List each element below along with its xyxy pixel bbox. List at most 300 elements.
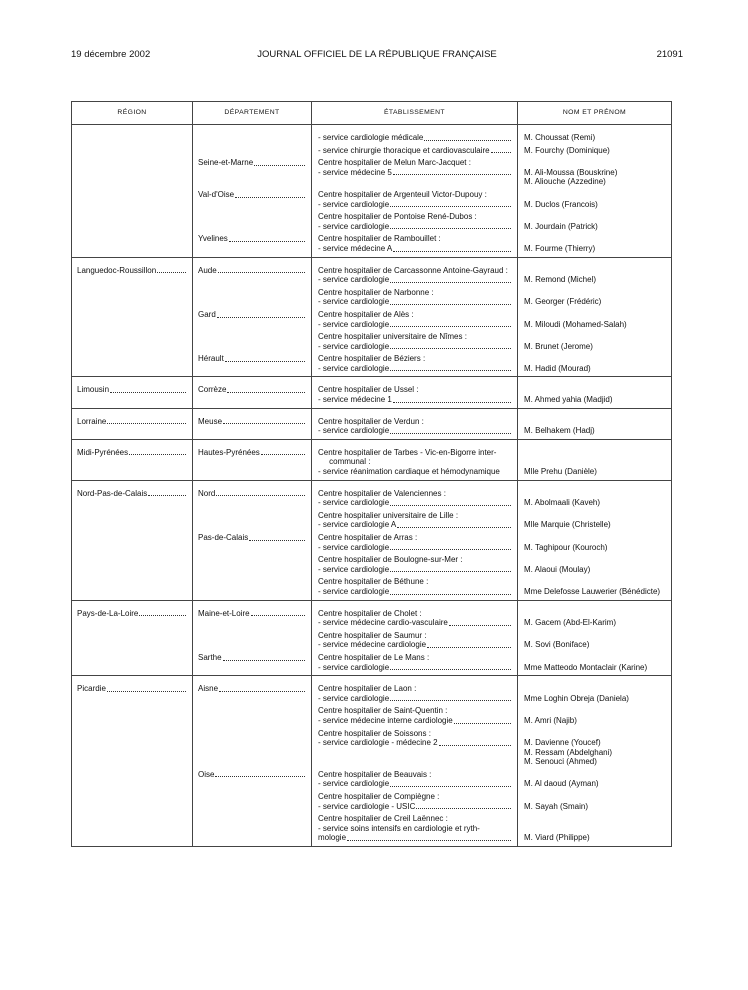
person-name (524, 631, 666, 641)
etablissement-line (318, 133, 512, 143)
etablissement-line: Centre hospitalier de Alès : (318, 309, 414, 319)
dot-leader (218, 266, 305, 274)
departement-name-text: Sarthe (198, 652, 222, 662)
departement-name (198, 533, 306, 543)
table-row (72, 770, 672, 792)
departement-name (198, 354, 306, 364)
cell-departement (193, 212, 312, 234)
cell-departement (193, 439, 312, 480)
person-name: M. Georger (Frédéric) (524, 297, 602, 307)
cell-nom-prenom (518, 125, 672, 146)
column-header-etablissement: ÉTABLISSEMENT (312, 102, 518, 125)
cell-etablissement (312, 439, 518, 480)
etablissement-line: Centre hospitalier de Melun Marc-Jacquet : (318, 158, 471, 168)
person-name: M. Ahmed yahia (Madjid) (524, 395, 613, 405)
etablissement-line (318, 275, 512, 285)
table-header-row (72, 102, 672, 125)
etablissement-line-text: - service cardiologie (318, 426, 390, 436)
table-row (72, 706, 672, 728)
cell-nom-prenom (518, 377, 672, 408)
etablissement-line-text: - service cardiologie (318, 199, 390, 209)
cell-nom-prenom (518, 676, 672, 707)
region-name-text: Lorraine (77, 416, 107, 426)
person-name (524, 792, 666, 802)
cell-etablissement (312, 480, 518, 511)
cell-departement (193, 555, 312, 577)
cell-etablissement (312, 814, 518, 846)
cell-region (72, 706, 193, 728)
cell-region (72, 212, 193, 234)
dot-leader (223, 653, 305, 661)
column-header-departement: DÉPARTEMENT (193, 102, 312, 125)
table-row (72, 600, 672, 631)
dot-leader (251, 609, 305, 617)
etablissement-line: Centre hospitalier universitaire de Lille : (318, 510, 459, 520)
cell-region (72, 234, 193, 257)
etablissement-line: Centre hospitalier de Argenteuil Victor-Dupouy : (318, 189, 487, 199)
cell-nom-prenom (518, 257, 672, 288)
cell-region (72, 600, 193, 631)
dot-leader (393, 395, 511, 403)
etablissement-line: Centre hospitalier de Beauvais : (318, 769, 432, 779)
person-name: M. Taghipour (Kouroch) (524, 542, 608, 552)
table-row (72, 377, 672, 408)
person-name: Mlle Prehu (Danièle) (524, 467, 597, 477)
etablissement-line (318, 618, 512, 628)
departement-name (198, 417, 306, 427)
cell-region (72, 332, 193, 354)
person-name: M. Brunet (Jerome) (524, 341, 593, 351)
person-name: Mme Delefosse Lauwerier (Bénédicte) (524, 586, 661, 596)
cell-nom-prenom (518, 190, 672, 212)
cell-nom-prenom (518, 288, 672, 310)
etablissement-line (318, 320, 512, 330)
etablissement-line-text: - service cardiologie (318, 275, 390, 285)
appointments-table (71, 101, 672, 847)
departement-name (198, 158, 306, 168)
etablissement-line: Centre hospitalier de Soissons : (318, 728, 431, 738)
person-name: M. Viard (Philippe) (524, 833, 590, 843)
region-name-text: Pays-de-La-Loire (77, 608, 139, 618)
etablissement-line-text: - service cardiologie - USIC (318, 801, 416, 811)
cell-nom-prenom (518, 729, 672, 770)
cell-region (72, 158, 193, 190)
cell-region (72, 770, 193, 792)
cell-nom-prenom (518, 653, 672, 676)
cell-region (72, 814, 193, 846)
cell-etablissement (312, 257, 518, 288)
dot-leader (427, 640, 511, 648)
person-name (524, 577, 666, 587)
cell-nom-prenom (518, 332, 672, 354)
journal-title: JOURNAL OFFICIEL DE LA RÉPUBLIQUE FRANÇAISE (257, 49, 497, 60)
cell-nom-prenom (518, 631, 672, 653)
etablissement-line (318, 146, 512, 156)
etablissement-line (318, 200, 512, 210)
etablissement-line: Centre hospitalier de Carcassonne Antoine-Gayraud : (318, 265, 508, 275)
cell-etablissement (312, 729, 518, 770)
etablissement-line (318, 565, 512, 575)
person-name (524, 190, 666, 200)
cell-region (72, 439, 193, 480)
dot-leader (390, 565, 511, 573)
person-name (524, 417, 666, 427)
cell-etablissement (312, 125, 518, 146)
cell-departement (193, 814, 312, 846)
dot-leader (227, 385, 305, 393)
table-row (72, 729, 672, 770)
cell-departement (193, 354, 312, 377)
dot-leader (390, 364, 511, 372)
cell-departement (193, 125, 312, 146)
table-row (72, 190, 672, 212)
cell-nom-prenom (518, 533, 672, 555)
cell-nom-prenom (518, 146, 672, 159)
person-name (524, 511, 666, 521)
dot-leader (424, 133, 511, 141)
person-name: M. Fourme (Thierry) (524, 243, 596, 253)
region-name-text: Limousin (77, 385, 110, 395)
dot-leader (219, 684, 305, 692)
person-name (524, 609, 666, 619)
person-name: M. Ali-Moussa (Bouskrine) (524, 167, 618, 177)
table-row (72, 125, 672, 146)
etablissement-line (318, 426, 512, 436)
departement-name (198, 609, 306, 619)
etablissement-line: Centre hospitalier de Boulogne-sur-Mer : (318, 555, 463, 565)
table-row (72, 577, 672, 600)
cell-etablissement (312, 190, 518, 212)
region-name-text: Midi-Pyrénées (77, 447, 129, 457)
etablissement-line-text: - service cardiologie (318, 341, 390, 351)
departement-name-text: Corrèze (198, 385, 227, 395)
column-header-nom-prenom: NOM ET PRÉNOM (518, 102, 672, 125)
table-row (72, 146, 672, 159)
etablissement-line: Centre hospitalier de Cholet : (318, 608, 422, 618)
departement-name (198, 190, 306, 200)
cell-etablissement (312, 676, 518, 707)
dot-leader (390, 275, 511, 283)
etablissement-line: Centre hospitalier de Le Mans : (318, 652, 430, 662)
etablissement-line-text: - service médecine A (318, 243, 393, 253)
cell-etablissement (312, 234, 518, 257)
person-name (524, 653, 666, 663)
dot-leader (215, 770, 305, 778)
table-row (72, 555, 672, 577)
person-name: M. Choussat (Remi) (524, 133, 596, 142)
etablissement-line-text: - service cardiologie - médecine 2 (318, 738, 438, 748)
person-name (524, 385, 666, 395)
etablissement-line: Centre hospitalier de Creil Laënnec : (318, 814, 448, 824)
region-name (77, 684, 187, 694)
etablissement-line (318, 738, 512, 748)
table-body (72, 125, 672, 847)
table-row (72, 354, 672, 377)
table-row (72, 631, 672, 653)
etablissement-line (318, 520, 512, 530)
cell-departement (193, 676, 312, 707)
cell-etablissement (312, 408, 518, 439)
person-name (524, 212, 666, 222)
dot-leader (390, 694, 511, 702)
departement-name-text: Val-d'Oise (198, 189, 235, 199)
cell-departement (193, 146, 312, 159)
dot-leader (390, 426, 511, 434)
dot-leader (216, 489, 305, 497)
departement-name (198, 653, 306, 663)
departement-name-text: Hérault (198, 354, 224, 364)
departement-name-text: Oise (198, 769, 215, 779)
etablissement-line (318, 694, 512, 704)
etablissement-line-text: - service cardiologie (318, 693, 390, 703)
column-header-region: RÉGION (72, 102, 193, 125)
dot-leader (217, 310, 305, 318)
person-name: M. Ressam (Abdelghani) (524, 747, 613, 757)
departement-name-text: Maine-et-Loire (198, 608, 250, 618)
region-name (77, 489, 187, 499)
dot-leader (390, 779, 511, 787)
person-name (524, 457, 666, 467)
cell-departement (193, 190, 312, 212)
table-row (72, 257, 672, 288)
person-name (524, 310, 666, 320)
person-name (524, 332, 666, 342)
dot-leader (397, 520, 511, 528)
cell-departement (193, 332, 312, 354)
etablissement-line-text: - service cardiologie (318, 662, 390, 672)
etablissement-line (318, 779, 512, 789)
etablissement-line-text: - service médecine 5 (318, 167, 392, 177)
cell-nom-prenom (518, 234, 672, 257)
table-row (72, 288, 672, 310)
person-name: M. Davienne (Youcef) (524, 738, 601, 748)
etablissement-line-text: - service cardiologie médicale (318, 133, 424, 142)
departement-name-text: Yvelines (198, 234, 228, 244)
cell-region (72, 511, 193, 533)
cell-nom-prenom (518, 408, 672, 439)
person-name (524, 266, 666, 276)
cell-nom-prenom (518, 706, 672, 728)
dot-leader (107, 417, 186, 425)
etablissement-line-text: - service cardiologie (318, 779, 390, 789)
etablissement-line (318, 364, 512, 374)
cell-region (72, 377, 193, 408)
dot-leader (390, 297, 511, 305)
dot-leader (393, 244, 511, 252)
cell-region (72, 631, 193, 653)
dot-leader (235, 190, 305, 198)
dot-leader (390, 543, 511, 551)
etablissement-line (318, 802, 512, 812)
departement-name-text: Meuse (198, 416, 223, 426)
dot-leader (148, 489, 186, 497)
cell-nom-prenom (518, 158, 672, 190)
person-name: M. Al daoud (Ayman) (524, 779, 599, 789)
etablissement-line: Centre hospitalier de Rambouillet : (318, 234, 441, 244)
cell-etablissement (312, 146, 518, 159)
cell-nom-prenom (518, 792, 672, 814)
cell-region (72, 792, 193, 814)
departement-name (198, 310, 306, 320)
table-row (72, 676, 672, 707)
dot-leader (390, 200, 511, 208)
departement-name-text: Hautes-Pyrénées (198, 447, 260, 457)
etablissement-line (318, 833, 512, 843)
region-name (77, 385, 187, 395)
etablissement-line (318, 663, 512, 673)
etablissement-line: Centre hospitalier de Saumur : (318, 630, 427, 640)
table-row (72, 653, 672, 676)
etablissement-line-text: - service cardiologie (318, 297, 390, 307)
person-name: Mlle Marquie (Christelle) (524, 520, 611, 530)
etablissement-line: Centre hospitalier de Compiègne : (318, 792, 440, 802)
person-name: M. Senouci (Ahmed) (524, 757, 597, 767)
cell-region (72, 354, 193, 377)
cell-region (72, 653, 193, 676)
region-name (77, 609, 187, 619)
person-name (524, 448, 666, 458)
etablissement-line (318, 498, 512, 508)
etablissement-line-text: - service cardiologie A (318, 520, 397, 530)
cell-departement (193, 480, 312, 511)
dot-leader (390, 498, 511, 506)
cell-region (72, 146, 193, 159)
cell-departement (193, 600, 312, 631)
person-name (524, 158, 666, 168)
table-row (72, 814, 672, 846)
dot-leader (390, 663, 511, 671)
cell-etablissement (312, 332, 518, 354)
dot-leader (229, 234, 305, 242)
region-name (77, 417, 187, 427)
cell-etablissement (312, 706, 518, 728)
person-name: M. Sovi (Boniface) (524, 640, 590, 650)
table-row (72, 212, 672, 234)
person-name: M. Amri (Najib) (524, 715, 577, 725)
cell-etablissement (312, 158, 518, 190)
etablissement-line-text: mologie (318, 833, 347, 843)
etablissement-line (318, 395, 512, 405)
dot-leader (416, 802, 511, 810)
etablissement-line: Centre hospitalier de Saint-Quentin : (318, 706, 448, 716)
departement-name (198, 385, 306, 395)
dot-leader (390, 320, 511, 328)
person-name (524, 354, 666, 364)
etablissement-line-text: - service chirurgie thoracique et cardiovasculaire (318, 145, 490, 155)
cell-departement (193, 653, 312, 676)
dot-leader (491, 146, 511, 154)
cell-nom-prenom (518, 577, 672, 600)
etablissement-line: Centre hospitalier de Valenciennes : (318, 488, 446, 498)
cell-departement (193, 706, 312, 728)
person-name (524, 729, 666, 739)
departement-name (198, 684, 306, 694)
cell-region (72, 190, 193, 212)
table-row (72, 439, 672, 480)
cell-region (72, 676, 193, 707)
dot-leader (390, 587, 511, 595)
cell-region (72, 480, 193, 511)
etablissement-line (318, 716, 512, 726)
dot-leader (347, 833, 511, 841)
cell-nom-prenom (518, 480, 672, 511)
etablissement-line (318, 297, 512, 307)
person-name: M. Sayah (Smain) (524, 801, 589, 811)
departement-name (198, 489, 306, 499)
departement-name-text: Seine-et-Marne (198, 158, 254, 168)
person-name (524, 234, 666, 244)
dot-leader (449, 618, 511, 626)
cell-region (72, 310, 193, 332)
etablissement-line: Centre hospitalier de Pontoise René-Dubos : (318, 212, 477, 222)
dot-leader (439, 738, 511, 746)
cell-nom-prenom (518, 354, 672, 377)
person-name: M. Belhakem (Hadj) (524, 426, 595, 436)
cell-departement (193, 158, 312, 190)
cell-etablissement (312, 577, 518, 600)
dot-leader (249, 533, 305, 541)
cell-etablissement (312, 377, 518, 408)
departement-name-text: Aisne (198, 684, 219, 694)
departement-name-text: Aude (198, 265, 217, 275)
cell-nom-prenom (518, 770, 672, 792)
etablissement-line (318, 168, 512, 178)
issue-date: 19 décembre 2002 (71, 49, 151, 60)
page-number: 21091 (656, 49, 683, 60)
person-name (524, 684, 666, 694)
person-name (524, 770, 666, 780)
person-name: M. Abolmaali (Kaveh) (524, 498, 601, 508)
etablissement-line-text: - service médecine 1 (318, 395, 392, 405)
etablissement-line: Centre hospitalier de Ussel : (318, 385, 419, 395)
etablissement-line: communal : (318, 457, 371, 467)
cell-etablissement (312, 653, 518, 676)
region-name (77, 266, 187, 276)
person-name: M. Remond (Michel) (524, 275, 597, 285)
cell-region (72, 125, 193, 146)
cell-departement (193, 288, 312, 310)
departement-name-text: Pas-de-Calais (198, 533, 249, 542)
etablissement-line (318, 640, 512, 650)
etablissement-line: Centre hospitalier de Verdun : (318, 416, 424, 426)
dot-leader (390, 342, 511, 350)
person-name: Mme Matteodo Montaclair (Karine) (524, 662, 648, 672)
dot-leader (157, 266, 186, 274)
etablissement-line-text: - service cardiologie (318, 542, 390, 552)
departement-name (198, 448, 306, 458)
cell-etablissement (312, 288, 518, 310)
person-name (524, 706, 666, 716)
person-name (524, 489, 666, 499)
etablissement-line: Centre hospitalier de Laon : (318, 684, 417, 694)
departement-name-text: Nord (198, 488, 216, 498)
cell-etablissement (312, 212, 518, 234)
cell-region (72, 577, 193, 600)
etablissement-line: Centre hospitalier universitaire de Nîmes : (318, 332, 467, 342)
cell-etablissement (312, 600, 518, 631)
cell-nom-prenom (518, 555, 672, 577)
dot-leader (107, 684, 186, 692)
etablissement-line-text: - service cardiologie (318, 319, 390, 329)
etablissement-line: - service réanimation cardiaque et hémodynamique (318, 467, 500, 477)
person-name: M. Gacem (Abd-El-Karim) (524, 618, 617, 628)
table-row (72, 408, 672, 439)
dot-leader (225, 354, 305, 362)
dot-leader (129, 448, 186, 456)
cell-region (72, 729, 193, 770)
dot-leader (454, 716, 511, 724)
region-name-text: Languedoc-Roussillon (77, 265, 157, 275)
